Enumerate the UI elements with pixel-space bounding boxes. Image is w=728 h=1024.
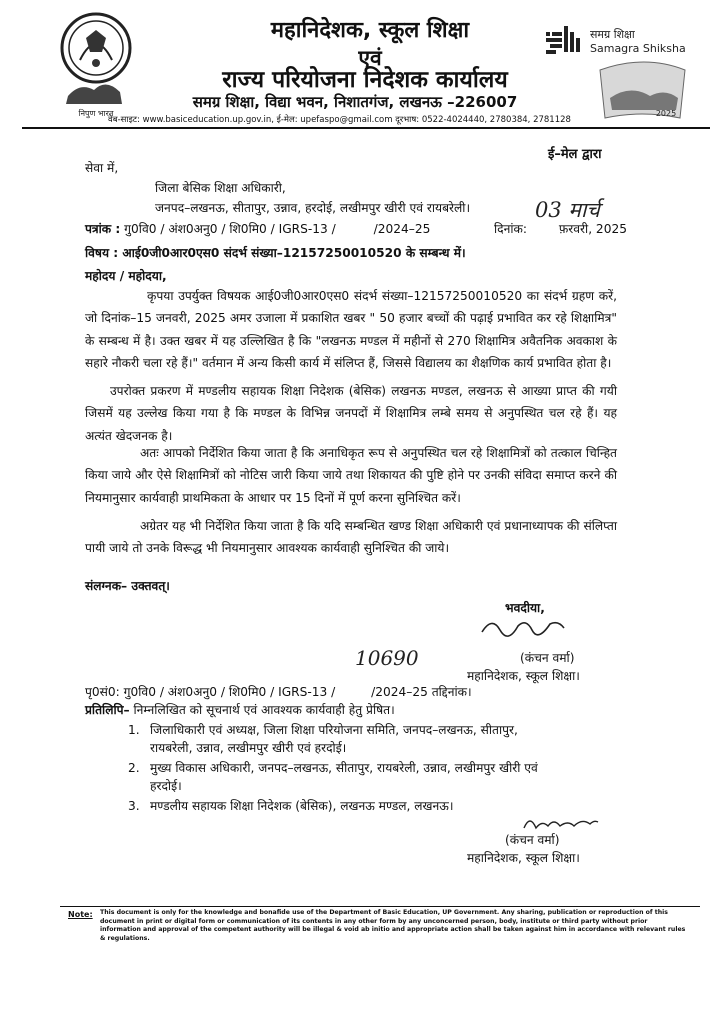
reference-year: /2024–25: [373, 222, 431, 236]
subject-label: विषय :: [85, 246, 119, 260]
cc-item-1-line1: जिलाधिकारी एवं अध्यक्ष, जिला शिक्षा परियोजना समिति, जनपद–लखनऊ, सीतापुर,: [150, 723, 518, 737]
office-title-line2: एवं: [358, 46, 382, 70]
office-address: समग्र शिक्षा, विद्या भवन, निशातगंज, लखनऊ –226007: [192, 93, 518, 111]
closing-phrase: भवदीया,: [505, 601, 545, 615]
delivery-mode: ई–मेल द्वारा: [548, 147, 602, 162]
date-label: दिनांक:: [494, 222, 528, 236]
copy-reference-year: /2024–25 तद्दिनांक।: [371, 685, 472, 699]
reference-line: [85, 221, 430, 238]
svg-text:Samagra Shiksha: Samagra Shiksha: [590, 42, 686, 55]
cc-item-3-line1: मण्डलीय सहायक शिक्षा निदेशक (बेसिक), लखनऊ मण्डल, लखनऊ।: [150, 799, 454, 813]
addressee-line1: जिला बेसिक शिक्षा अधिकारी,: [155, 181, 286, 195]
header-divider: [22, 127, 710, 129]
addressee-label: सेवा में,: [85, 161, 119, 175]
svg-text:2025: 2025: [655, 109, 677, 118]
samagra-shiksha-logo: [540, 18, 690, 126]
cc-item-2-number: 2.: [128, 761, 140, 775]
paragraph-1: कृपया उपर्युक्त विषयक आई0जी0आर0एस0 संदर्भ संख्या–12157250010520 का संदर्भ ग्रहण करें, जो दिनांक–15 जनवरी, 2025 अमर उजाला में प्रकाशित खबर " 50 हजार बच्चों की पढ़ाई प्रभावित कर रहे शिक्षामित्र" के सम्बन्ध में है। उक्त खबर में यह उल्लिखित है कि "लखनऊ मण्डल में महीनों से 270 शिक्षामित्र अवैतनिक अवकाश के सहारे नौकरी चला रहे हैं।" वर्तमान में अन्य किसी कार्य में संलिप्त हैं, जिससे विद्यालय का शैक्षणिक कार्य प्रभावित होता है।: [85, 289, 617, 370]
copy-intro: निम्नलिखित को सूचनार्थ एवं आवश्यक कार्यवाही हेतु प्रेषित।: [133, 703, 395, 717]
cc-item-1-number: 1.: [128, 723, 140, 737]
reference-label: पत्रांक :: [85, 222, 121, 236]
handwritten-date: 03 मार्च: [535, 198, 600, 222]
copy-label: प्रतिलिपि–: [85, 703, 130, 717]
signatory-name: (कंचन वर्मा): [520, 651, 575, 665]
handwritten-number: 10690: [355, 646, 419, 670]
note-text: This document is only for the knowledge and bonafide use of the Department of Basic Education, UP Government. Any sharing, publication or reproduction of this document in print or digital form or communication of its contents in any other form by any unconcerned person, body, institute or third party without prior information and approval of the competent authority will be illegal & void ab initio and appropriate action shall be taken against him in accordance with relevant rules & regulations.: [100, 909, 686, 942]
contact-details: वेब-साइट: www.basiceducation.up.gov.in, ई-मेल: upefaspo@gmail.com दूरभाष: 0522-4024440, 2780384, 2781128: [108, 115, 571, 125]
subject-line: [85, 245, 466, 262]
office-title-line1: महानिदेशक, स्कूल शिक्षा: [270, 18, 470, 43]
enclosure-note: संलग्नक– उक्तवत्।: [85, 579, 170, 593]
copy-intro-line: [85, 702, 395, 719]
paragraph-4: अग्रेतर यह भी निर्देशित किया जाता है कि यदि सम्बन्धित खण्ड शिक्षा अधिकारी एवं प्रधानाध्यापक की संलिप्ता पायी जाये तो उनके विरूद्ध भी नियमानुसार आवश्यक कार्यवाही सुनिश्चित की जाये।: [85, 519, 617, 556]
paragraph-2: उपरोक्त प्रकरण में मण्डलीय सहायक शिक्षा निदेशक (बेसिक) लखनऊ मण्डल, लखनऊ से आख्या प्राप्त की गयी जिसमें यह उल्लेख किया गया है कि मण्डल के विभिन्न जनपदों में शिक्षामित्र लम्बे समय से अनुपस्थित चल रहे हैं। यह अत्यंत खेदजनक है।: [85, 384, 617, 443]
reference-number: गु0वि0 / अंश0अनु0 / शि0मि0 / IGRS-13 /: [124, 222, 336, 236]
footer-divider: [60, 906, 700, 907]
svg-text:समग्र शिक्षा: समग्र शिक्षा: [590, 28, 635, 41]
signature-1: [478, 612, 568, 640]
date-value: फ़रवरी, 2025: [558, 222, 627, 236]
office-title-line3: राज्य परियोजना निदेशक कार्यालय: [222, 67, 508, 93]
cc-item-2-line1: मुख्य विकास अधिकारी, जनपद–लखनऊ, सीतापुर, रायबरेली, उन्नाव, लखीमपुर खीरी एवं: [150, 761, 538, 775]
svg-text:निपुण भारत: निपुण भारत: [78, 109, 114, 118]
copy-reference-number: पृ0सं0: गु0वि0 / अंश0अनु0 / शि0मि0 / IGRS-13 /: [85, 685, 336, 699]
signatory-title: महानिदेशक, स्कूल शिक्षा।: [467, 669, 580, 683]
signatory2-name: (कंचन वर्मा): [505, 833, 560, 847]
note-label: Note:: [68, 910, 93, 919]
subject-text: आई0जी0आर0एस0 संदर्भ संख्या–12157250010520 के सम्बन्ध में।: [122, 246, 466, 260]
addressee-line2: जनपद–लखनऊ, सीतापुर, उन्नाव, हरदोई, लखीमपुर खीरी एवं रायबरेली।: [155, 201, 471, 215]
cc-item-3-number: 3.: [128, 799, 140, 813]
signatory2-title: महानिदेशक, स्कूल शिक्षा।: [467, 851, 580, 865]
salutation: महोदय / महोदया,: [85, 269, 167, 283]
paragraph-3: अतः आपको निर्देशित किया जाता है कि अनाधिकृत रूप से अनुपस्थित चल रहे शिक्षामित्रों को तत्काल चिन्हित किया जाये और ऐसे शिक्षामित्रों को नोटिस जारी किया जाये तथा शिकायत की पुष्टि होने पर उनकी संविदा समाप्त करने की नियमानुसार कार्यवाही प्राथमिकता के आधार पर 15 दिनों में पूर्ण करना सुनिश्चित करें।: [85, 446, 617, 505]
copy-reference: [85, 684, 472, 701]
up-government-logo: [50, 8, 142, 120]
cc-item-2-line2: हरदोई।: [150, 779, 182, 793]
cc-item-1-line2: रायबरेली, उन्नाव, लखीमपुर खीरी एवं हरदोई।: [150, 741, 347, 755]
